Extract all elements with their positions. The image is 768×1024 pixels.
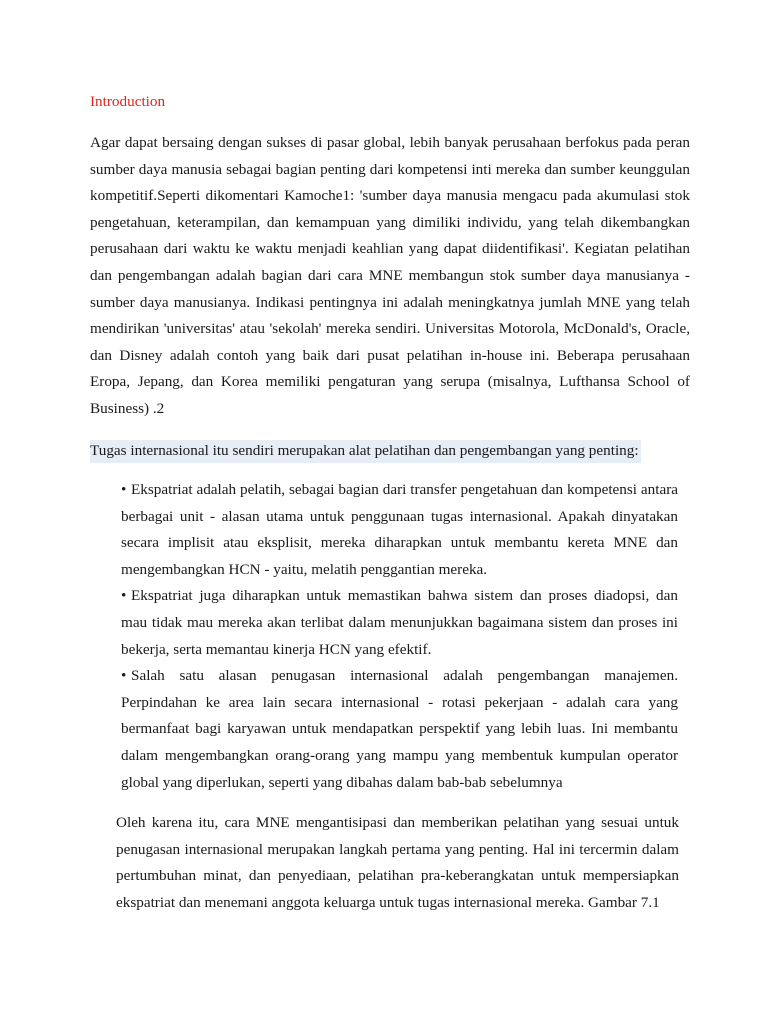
bullet-dot-icon: • bbox=[121, 481, 127, 498]
bullet-text: Ekspatriat juga diharapkan untuk memastikan bahwa sistem dan proses diadopsi, dan mau tidak mau mereka akan terlibat dalam menunjukkan bagaimana sistem dan proses ini bekerja, serta memantau kinerja HCN yang efektif. bbox=[121, 587, 678, 658]
closing-paragraph: Oleh karena itu, cara MNE mengantisipasi dan memberikan pelatihan yang sesuai untuk penugasan internasional merupakan langkah pertama yang penting. Hal ini tercermin dalam pertumbuhan minat, dan penyediaan, pelatihan pra-keberangkatan untuk mempersiapkan ekspatriat dan menemani anggota keluarga untuk tugas internasional mereka. Gambar 7.1 bbox=[116, 814, 679, 911]
bullet-dot-icon: • bbox=[121, 587, 127, 605]
bullet-text: Salah satu alasan penugasan internasional adalah pengembangan manajemen. Perpindahan ke area lain secara internasional - rotasi pekerjaan - adalah cara yang bermanfaat bagi karyawan untuk mendapatkan perspektif yang lebih luas. Ini membantu dalam mengembangkan orang-orang yang mampu yang membentuk kumpulan operator global yang diperlukan, seperti yang dibahas dalam bab-bab sebelumnya bbox=[121, 667, 678, 791]
bullet-text: Ekspatriat adalah pelatih, sebagai bagian dari transfer pengetahuan dan kompetensi antara berbagai unit - alasan utama untuk penggunaan tugas internasional. Apakah dinyatakan secara implisit atau eksplisit, mereka diharapkan untuk membantu kereta MNE dan mengembangkan HCN - yaitu, melatih penggantian mereka. bbox=[121, 481, 678, 578]
bullet-item bbox=[121, 477, 678, 583]
intro-paragraph: Agar dapat bersaing dengan sukses di pasar global, lebih banyak perusahaan berfokus pada peran sumber daya manusia sebagai bagian penting dari kompetensi inti mereka dan sumber keunggulan kompetitif.Seperti dikomentari Kamoche1: 'sumber daya manusia mengacu pada akumulasi stok pengetahuan, keterampilan, dan kemampuan yang dimiliki individu, yang telah dikembangkan perusahaan dari waktu ke waktu menjadi keahlian yang dapat diidentifikasi'. Kegiatan pelatihan dan pengembangan adalah bagian dari cara MNE membangun stok sumber daya manusianya - sumber daya manusianya. Indikasi pentingnya ini adalah meningkatnya jumlah MNE yang telah mendirikan 'universitas' atau 'sekolah' mereka sendiri. Universitas Motorola, McDonald's, Oracle, dan Disney adalah contoh yang baik dari pusat pelatihan in-house ini. Beberapa perusahaan Eropa, Jepang, dan Korea memiliki pengaturan yang serupa (misalnya, Lufthansa School of Business) .2 bbox=[90, 134, 690, 417]
bullet-dot-icon: • bbox=[121, 667, 127, 685]
bullet-list bbox=[121, 477, 678, 796]
bullet-item bbox=[121, 663, 678, 796]
section-heading: Introduction bbox=[90, 93, 166, 110]
bullet-item bbox=[121, 583, 678, 663]
highlighted-sentence: Tugas internasional itu sendiri merupakan alat pelatihan dan pengembangan yang penting: bbox=[90, 440, 641, 463]
